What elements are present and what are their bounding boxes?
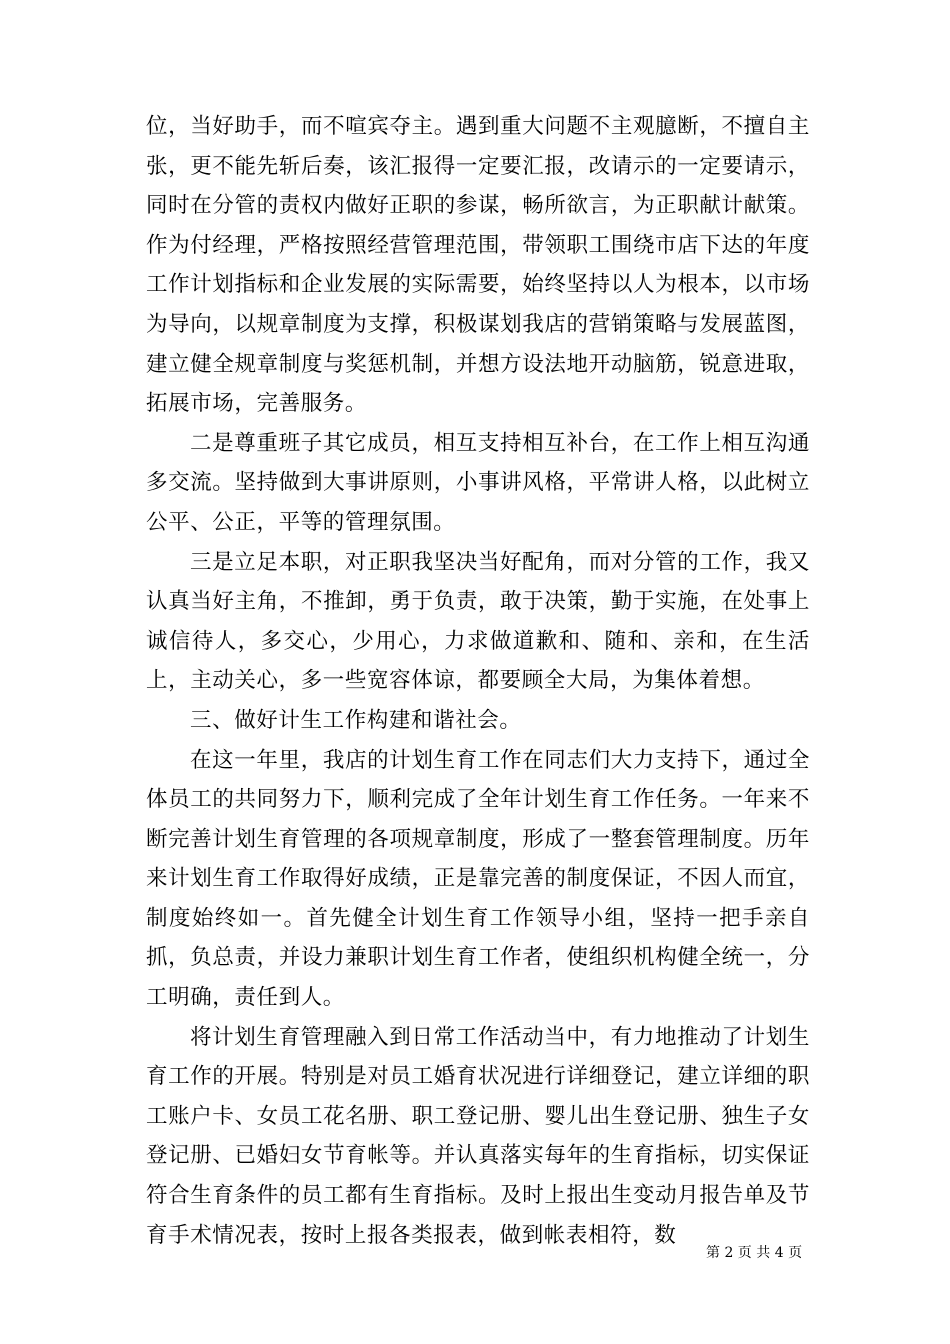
paragraph-4: 在这一年里，我店的计划生育工作在同志们大力支持下，通过全体员工的共同努力下，顺利完成了全年计划生育工作任务。一年来不断完善计划生育管理的各项规章制度，形成了一整套管理制度。历年来计划生育工作取得好成绩，正是靠完善的制度保证，不因人而宜，制度始终如一。首先健全计划生育工作领导小组，坚持一把手亲自抓，负总责，并设力兼职计划生育工作者，使组织机构健全统一，分工明确，责任到人。 — [146, 747, 810, 1011]
body-text — [146, 107, 810, 1255]
page-number-footer: 第 2 页 共 4 页 — [706, 1245, 803, 1261]
section-heading: 三、做好计生工作构建和谐社会。 — [190, 707, 522, 733]
paragraph-5: 将计划生育管理融入到日常工作活动当中，有力地推动了计划生育工作的开展。特别是对员工婚育状况进行详细登记，建立详细的职工账户卡、女员工花名册、职工登记册、婴儿出生登记册、独生子女登记册、已婚妇女节育帐等。并认真落实每年的生育指标，切实保证符合生育条件的员工都有生育指标。及时上报出生变动月报告单及节育手术情况表，按时上报各类报表，做到帐表相符，数 — [146, 1024, 810, 1248]
paragraph-3: 三是立足本职，对正职我坚决当好配角，而对分管的工作，我又认真当好主角，不推卸，勇于负责，敢于决策，勤于实施，在处事上诚信待人，多交心，少用心，力求做道歉和、随和、亲和，在生活上，主动关心，多一些宽容体谅，都要顾全大局，为集体着想。 — [146, 549, 810, 694]
paragraph-1: 位，当好助手，而不喧宾夺主。遇到重大问题不主观臆断，不擅自主张，更不能先斩后奏，该汇报得一定要汇报，改请示的一定要请示，同时在分管的责权内做好正职的参谋，畅所欲言，为正职献计献策。作为付经理，严格按照经营管理范围，带领职工围绕市店下达的年度工作计划指标和企业发展的实际需要，始终坚持以人为根本，以市场为导向，以规章制度为支撑，积极谋划我店的营销策略与发展蓝图，建立健全规章制度与奖惩机制，并想方设法地开动脑筋，锐意进取，拓展市场，完善服务。 — [146, 114, 810, 417]
paragraph-2: 二是尊重班子其它成员，相互支持相互补台，在工作上相互沟通多交流。坚持做到大事讲原则，小事讲风格，平常讲人格，以此树立公平、公正，平等的管理氛围。 — [146, 430, 810, 535]
